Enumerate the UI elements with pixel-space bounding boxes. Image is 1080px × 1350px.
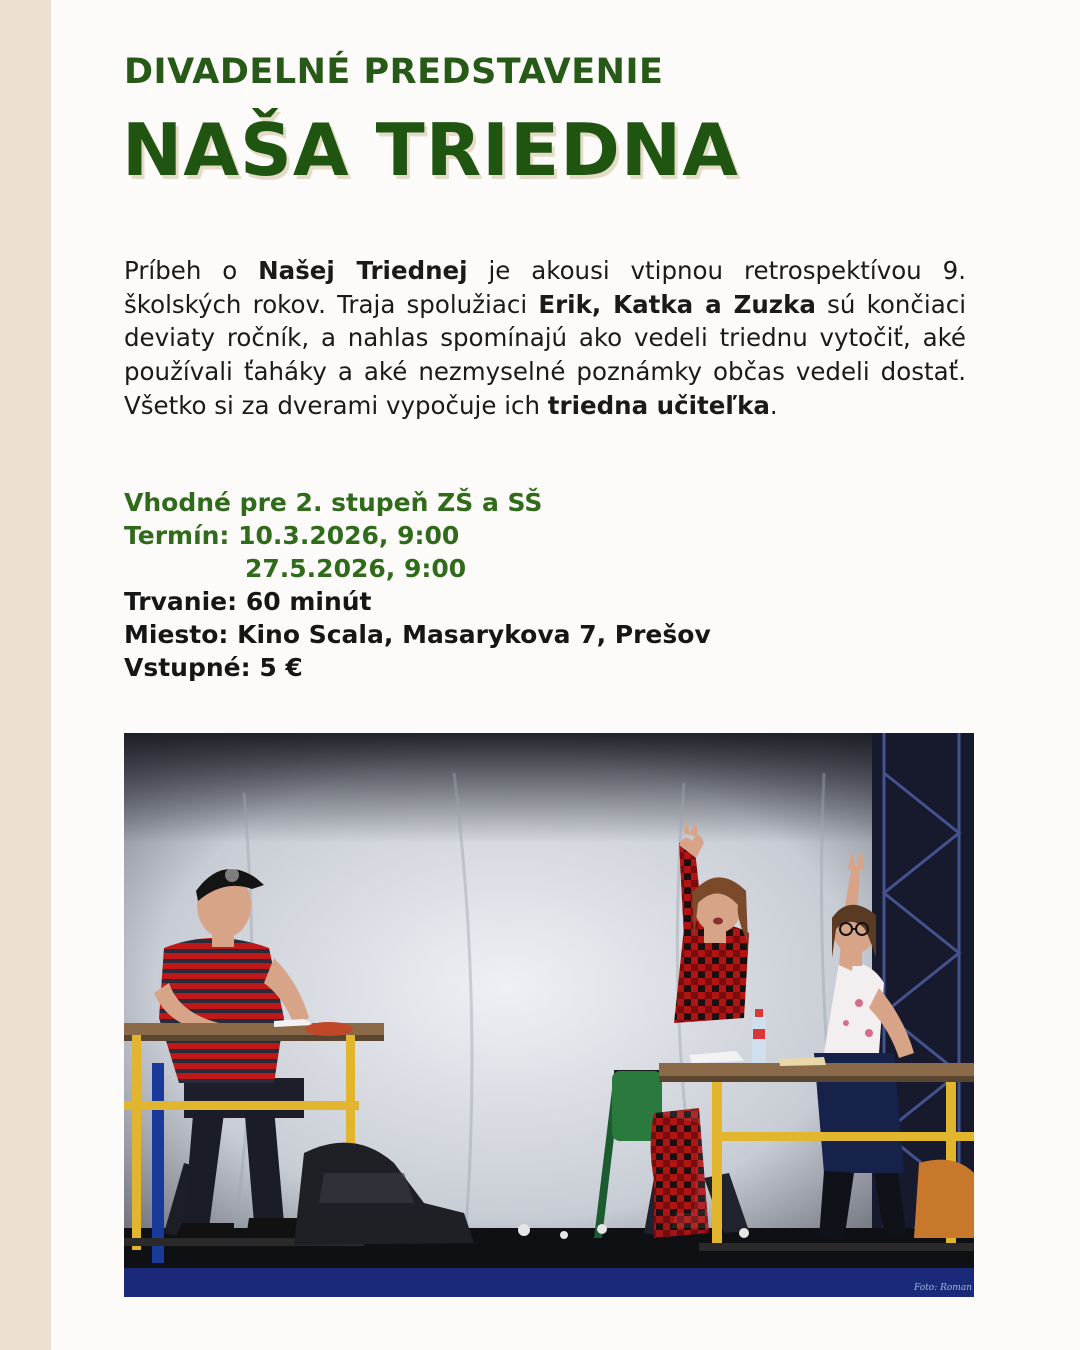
event-details bbox=[124, 486, 984, 684]
description-text: sú končiaci deviaty ročník, a nahlas spomínajú ako vedeli triednu vytočiť, aké používali ťaháky a aké nezmyselné poznámky občas vedeli dostať. Všetko si za dverami vypočuje ich bbox=[124, 289, 967, 420]
description-text: je akousi vtipnou retrospektívou 9. školských rokov. Traja spolužiaci bbox=[124, 256, 966, 319]
date-value: 10.3.2026, 9:00 bbox=[238, 521, 460, 550]
audience-line: Vhodné pre 2. stupeň ZŠ a SŠ bbox=[124, 488, 543, 517]
description-bold: Erik, Katka a Zuzka bbox=[538, 289, 816, 319]
date-label: Termín: bbox=[124, 521, 239, 550]
price-line: Vstupné: 5 € bbox=[124, 653, 303, 682]
photo-credit: Foto: Roman bbox=[914, 1283, 972, 1293]
duration-line: Trvanie: 60 minút bbox=[124, 587, 372, 616]
description-text: Príbeh o bbox=[124, 256, 259, 285]
description-text: . bbox=[769, 390, 778, 420]
description-bold: triedna učiteľka bbox=[547, 390, 770, 420]
description-bold: Našej Triednej bbox=[258, 256, 468, 285]
description-paragraph bbox=[124, 254, 966, 423]
stage-photo-illustration bbox=[124, 733, 974, 1297]
date-line bbox=[124, 519, 984, 552]
venue-line: Miesto: Kino Scala, Masarykova 7, Prešov bbox=[124, 620, 711, 649]
event-subtitle: DIVADELNÉ PREDSTAVENIE bbox=[124, 52, 664, 92]
date-line-2: 27.5.2026, 9:00 bbox=[245, 554, 467, 583]
side-stripe bbox=[0, 0, 51, 1350]
stage-photo bbox=[124, 733, 974, 1297]
event-title: NAŠA TRIEDNA bbox=[122, 108, 739, 192]
